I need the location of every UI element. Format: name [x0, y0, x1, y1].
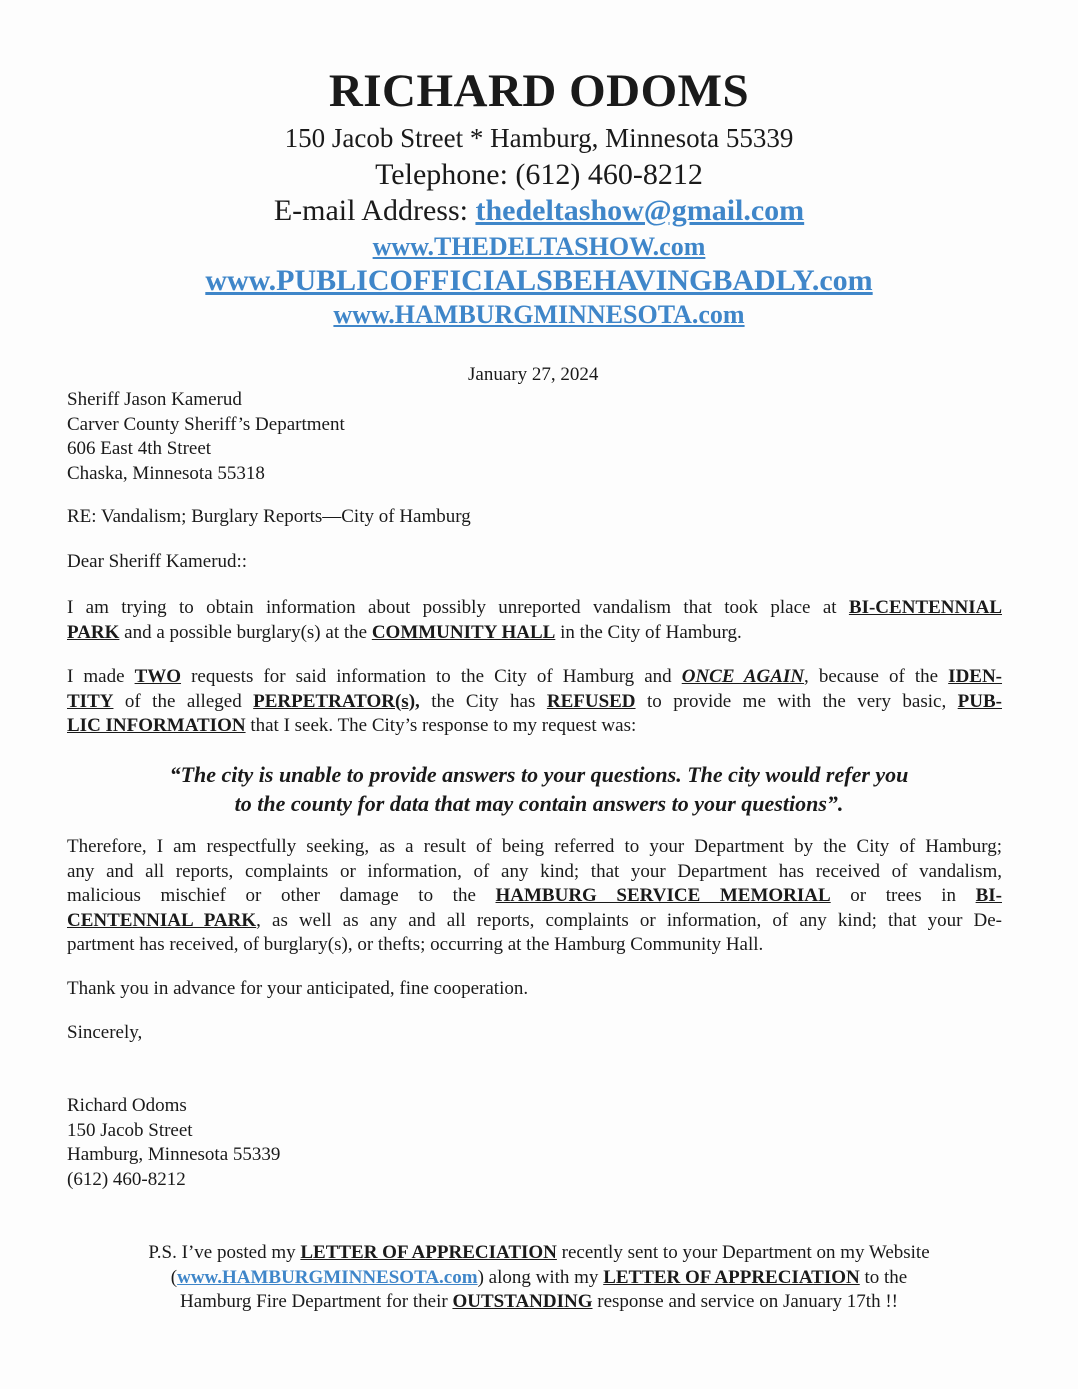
- text-run: , as well as any and all reports, complaints or information, of any kind; that your De-: [256, 909, 1003, 931]
- text-run: P.S. I’ve posted my: [148, 1242, 301, 1263]
- paragraph-1: [67, 596, 1002, 645]
- subject-line: RE: Vandalism; Burglary Reports—City of Hamburg: [67, 506, 471, 527]
- emphasis-run: TWO: [134, 666, 182, 687]
- recipient-line: Chaska, Minnesota 55318: [67, 462, 265, 484]
- recipient-address: [67, 388, 345, 486]
- emphasis-run: HAMBURG SERVICE MEMORIAL: [495, 885, 831, 906]
- text-line: any and all reports, complaints or information, of any kind; that your Department has received of vandalism,: [67, 860, 1002, 882]
- text-run: that I seek. The City’s response to my request was:: [245, 715, 637, 736]
- emphasis-run: BI-CENTENNIAL: [848, 597, 1002, 618]
- text-run: ) along with my: [477, 1266, 604, 1288]
- sender-telephone: Telephone: (612) 460-8212: [375, 158, 703, 191]
- paragraph-2: [67, 665, 1002, 739]
- signature-line: Hamburg, Minnesota 55339: [67, 1144, 281, 1165]
- text-run: the City has: [419, 690, 547, 712]
- emphasis-run: TITY: [67, 690, 114, 712]
- sender-name: RICHARD ODOMS: [328, 65, 750, 117]
- text-run: malicious mischief or other damage to the: [67, 885, 496, 906]
- emphasis-run: PARK: [67, 621, 120, 643]
- website-link-publicofficials[interactable]: www.PUBLICOFFICIALSBEHAVINGBADLY.com: [205, 264, 873, 297]
- text-run: I am trying to obtain information about possibly unreported vandalism that took place at: [67, 597, 849, 618]
- ps-website-link[interactable]: www.HAMBURGMINNESOTA.com: [177, 1266, 478, 1288]
- text-run: , because of the: [804, 666, 949, 687]
- email-link[interactable]: thedeltashow@gmail.com: [475, 194, 805, 227]
- website-link-hamburg[interactable]: www.HAMBURGMINNESOTA.com: [333, 300, 745, 329]
- recipient-line: Sheriff Jason Kamerud: [67, 389, 242, 410]
- thanks-line: Thank you in advance for your anticipated, fine cooperation.: [67, 978, 529, 999]
- closing-line: Sincerely,: [67, 1022, 143, 1043]
- website-link-deltashow[interactable]: www.THEDELTASHOW.com: [372, 232, 706, 261]
- text-run: recently sent to your Department on my Website: [556, 1242, 930, 1263]
- signature-block: [67, 1094, 280, 1192]
- emphasis-run: BI-: [975, 885, 1002, 906]
- emphasis-run: CENTENNIAL PARK: [67, 909, 257, 931]
- text-line: partment has received, of burglary(s), or thefts; occurring at the Hamburg Community Hall.: [67, 934, 764, 955]
- recipient-line: Carver County Sheriff’s Department: [67, 413, 345, 435]
- text-run: response and service on January 17th !!: [592, 1291, 898, 1312]
- text-run: to provide me with the very basic,: [635, 690, 958, 712]
- text-run: in the City of Hamburg.: [555, 621, 742, 643]
- city-response-quote: [0, 760, 1078, 818]
- emphasis-run: LETTER OF APPRECIATION: [603, 1266, 860, 1288]
- emphasis-run: COMMUNITY HALL: [371, 621, 556, 643]
- letterhead: [0, 64, 1078, 331]
- paragraph-3: [67, 835, 1002, 958]
- quote-line: to the county for data that may contain answers to your questions”.: [234, 791, 844, 816]
- text-run: I made: [67, 666, 135, 687]
- postscript: [0, 1241, 1078, 1315]
- email-label: E-mail Address:: [273, 194, 476, 227]
- text-run: or trees in: [830, 885, 976, 906]
- emphasis-run: PERPETRATOR(s),: [253, 690, 420, 712]
- text-run: of the alleged: [113, 690, 254, 712]
- signature-line: 150 Jacob Street: [67, 1119, 193, 1141]
- text-run: and a possible burglary(s) at the: [119, 621, 372, 643]
- text-run: to the: [859, 1266, 908, 1288]
- letter-date: January 27, 2024: [468, 364, 599, 385]
- signature-line: Richard Odoms: [67, 1095, 187, 1116]
- sender-address: 150 Jacob Street * Hamburg, Minnesota 55339: [284, 123, 794, 153]
- text-line: Therefore, I am respectfully seeking, as a result of being referred to your Department by the City of Hamburg;: [67, 836, 1002, 857]
- emphasis-run: LETTER OF APPRECIATION: [300, 1242, 557, 1263]
- text-run: Hamburg Fire Department for their: [180, 1291, 453, 1312]
- emphasis-run: PUB-: [957, 690, 1002, 712]
- emphasis-run: OUTSTANDING: [452, 1291, 593, 1312]
- emphasis-run: IDEN-: [948, 666, 1003, 687]
- recipient-line: 606 East 4th Street: [67, 438, 212, 459]
- salutation: Dear Sheriff Kamerud::: [67, 551, 248, 572]
- sender-email-line: [0, 192, 1078, 230]
- quote-line: “The city is unable to provide answers to your questions. The city would refer you: [169, 762, 909, 787]
- emphasis-run: LIC INFORMATION: [67, 715, 246, 736]
- emphasis-run: ONCE AGAIN: [681, 666, 805, 687]
- emphasis-run: REFUSED: [546, 690, 636, 712]
- text-run: (: [170, 1266, 178, 1288]
- signature-line: (612) 460-8212: [67, 1168, 186, 1190]
- text-run: requests for said information to the City of Hamburg and: [181, 666, 682, 687]
